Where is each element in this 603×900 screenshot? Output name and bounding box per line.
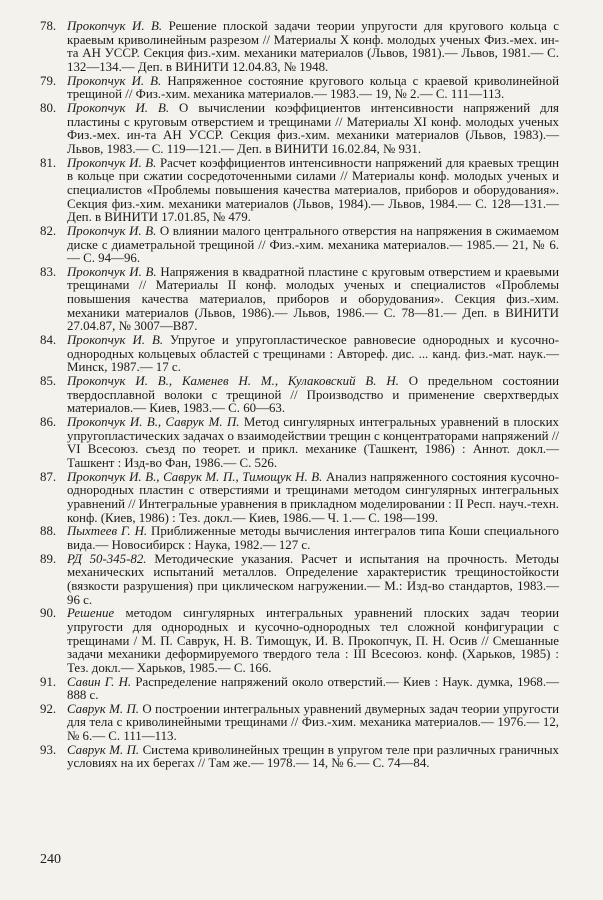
- reference-item: [40, 416, 559, 471]
- reference-item: [40, 334, 559, 375]
- reference-author: РД 50-345-82.: [67, 551, 147, 566]
- reference-text: О построении интегральных уравнений двумерных задач теории упругости для тела с криволинейными трещинами // Физ.-хим. механика материалов.— 1976.— 12, № 6.— С. 111—113.: [67, 701, 559, 744]
- reference-author: Пыхтеев Г. Н.: [67, 524, 148, 539]
- reference-text: Решение плоской задачи теории упругости для кругового кольца с краевым криволинейным разрезом // Материалы X конф. молодых ученых Физ.-мех. ин-та АН УССР. Секция физ.-хим. механики материалов (Львов, 1981).— Львов, 1981.— С. 132—134.— Деп. в ВИНИТИ 12.04.83, № 1948.: [67, 19, 560, 74]
- reference-item: [40, 102, 559, 157]
- reference-text: Упругое и упругопластическое равновесие однородных и кусочно-однородных кольцевых областей с трещинами : Автореф. дис. ... канд. физ.-мат. наук.— Минск, 1987.— 17 с.: [67, 333, 560, 375]
- reference-text: Расчет коэффициентов интенсивности напряжений для краевых трещин в кольце при сжатии сосредоточенными силами // Материалы конф. молодых ученых и специалистов «Проблемы повышения качества материалов, приборов и оборудования». Секция физ.-хим. механики материалов (Львов, 1984).— Львов, 1984.— С. 128—131.— Деп. в ВИНИТИ 17.01.85, № 479.: [67, 155, 559, 225]
- reference-item: [40, 20, 559, 75]
- reference-item: [40, 607, 559, 675]
- reference-author: Савин Г. Н.: [67, 674, 132, 689]
- reference-item: [40, 266, 559, 334]
- reference-number: 88.: [40, 524, 57, 539]
- reference-author: Прокопчук И. В.: [67, 19, 163, 33]
- reference-number: 92.: [40, 701, 57, 716]
- reference-number: 89.: [40, 551, 57, 566]
- reference-item: [40, 744, 559, 771]
- reference-item: [40, 525, 559, 552]
- reference-item: [40, 75, 559, 102]
- reference-text: О предельном состоянии твердосплавной волоки с трещиной // Производство и применение сверхтвердых материалов.— Киев, 1983.— С. 60—63.: [67, 374, 560, 416]
- reference-item: [40, 553, 559, 608]
- reference-item: [40, 471, 559, 526]
- reference-list: [40, 20, 559, 771]
- reference-number: 80.: [40, 100, 57, 115]
- reference-item: [40, 225, 559, 266]
- reference-item: [40, 676, 559, 703]
- reference-author: Саврук М. П.: [67, 701, 140, 716]
- reference-number: 79.: [40, 73, 57, 88]
- reference-number: 91.: [40, 674, 57, 689]
- reference-number: 85.: [40, 374, 57, 389]
- reference-text: Метод сингулярных интегральных уравнений в плоских упругопластических задачах о взаимодействии трещин с концентраторами напряжений // VI Всесоюз. съезд по теорет. и прикл. механике (Ташкент, 1986) : Аннот. докл.— Ташкент : Изд-во Фан, 1986.— С. 526.: [67, 415, 559, 470]
- reference-text: методом сингулярных интегральных уравнений плоских задач теории упругости для однородных и кусочно-однородных тел сложной конфигурации с трещинами / М. П. Саврук, Н. В. Тимощук, И. В. Прокопчук, П. Н. Осив // Смешанные задачи механики деформируемого твердого тела : III Всесоюз. конф. (Харьков, 1985) : Тез. докл.— Харьков, 1985.— С. 166.: [67, 606, 559, 675]
- reference-author: Прокопчук И. В.: [67, 223, 157, 238]
- reference-author: Прокопчук И. В., Каменев Н. М., Кулаковский В. Н.: [67, 374, 399, 389]
- reference-text: Анализ напряженного состояния кусочно-однородных пластин с отверстиями и трещинами методом сингулярных интегральных уравнений // Интегральные уравнения в прикладном моделировании : II Респ. науч.-техн. конф. (Киев, 1986) : Тез. докл.— Киев, 1986.— Ч. 1.— С. 198—199.: [67, 469, 560, 525]
- page-number: 240: [40, 852, 61, 867]
- reference-text: Распределение напряжений около отверстий.— Киев : Наук. думка, 1968.— 888 с.: [67, 674, 559, 703]
- reference-number: 78.: [40, 19, 57, 33]
- reference-author: Прокопчук И. В.: [67, 100, 170, 115]
- reference-text: О вычислении коэффициентов интенсивности напряжений для пластины с круговым отверстием и трещинами // Материалы XI конф. молодых ученых Физ.-мех. ин-та АН УССР. Секция физ.-хим. механики материалов (Львов, 1983).— Львов, 1983.— С. 119—121.— Деп. в ВИНИТИ 16.02.84, № 931.: [67, 100, 559, 156]
- reference-author: Прокопчук И. В.: [67, 155, 157, 170]
- reference-text: О влиянии малого центрального отверстия на напряжения в сжимаемом диске с диаметральной трещиной // Физ.-хим. механика материалов.— 1985.— 21, № 6.— С. 94—96.: [67, 223, 559, 266]
- reference-author: Саврук М. П.: [67, 742, 140, 757]
- reference-text: Напряженное состояние кругового кольца с краевой криволинейной трещиной // Физ.-хим. механика материалов.— 1983.— 19, № 2.— С. 111—113.: [67, 73, 559, 102]
- reference-text: Напряжения в квадратной пластине с круговым отверстием и краевыми трещинами // Материалы II конф. молодых ученых и специалистов «Проблемы повышения качества материалов, приборов и оборудования». Секция физ.-хим. механики материалов (Львов, 1986).— Львов, 1986.— С. 78—81.— Деп. в ВИНИТИ 27.04.87, № 3007—В87.: [67, 264, 559, 334]
- reference-number: 81.: [40, 155, 57, 170]
- reference-number: 87.: [40, 469, 57, 484]
- reference-number: 90.: [40, 606, 57, 621]
- reference-item: [40, 375, 559, 416]
- reference-number: 86.: [40, 415, 57, 430]
- reference-author: Прокопчук И. В.: [67, 333, 164, 348]
- reference-number: 83.: [40, 264, 57, 279]
- reference-item: [40, 157, 559, 225]
- reference-number: 93.: [40, 742, 57, 757]
- reference-item: [40, 703, 559, 744]
- reference-author: Решение: [67, 606, 115, 621]
- reference-text: Приближенные методы вычисления интегралов типа Коши специального вида.— Новосибирск : Наука, 1982.— 127 с.: [67, 524, 560, 552]
- reference-author: Прокопчук И. В., Саврук М. П.: [67, 415, 240, 430]
- reference-number: 84.: [40, 333, 57, 348]
- reference-text: Методические указания. Расчет и испытания на прочность. Методы механических испытаний металлов. Определение характеристик трещиностойкости (вязкости разрушения) при циклическом нагружении.— М.: Изд-во стандартов, 1983.— 96 с.: [67, 551, 560, 607]
- reference-text: Система криволинейных трещин в упругом теле при различных граничных условиях на их берегах // Там же.— 1978.— 14, № 6.— С. 74—84.: [67, 742, 559, 771]
- reference-number: 82.: [40, 223, 57, 238]
- reference-author: Прокопчук И. В.: [67, 73, 162, 88]
- reference-author: Прокопчук И. В., Саврук М. П., Тимощук Н. В.: [67, 469, 323, 484]
- reference-author: Прокопчук И. В.: [67, 264, 157, 279]
